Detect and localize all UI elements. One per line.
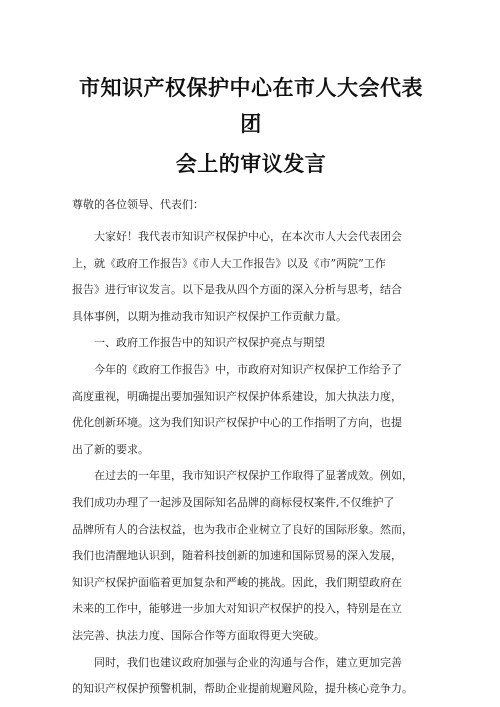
paragraph-introduction: [72, 224, 430, 330]
salutation: 尊敬的各位领导、代表们：: [72, 198, 204, 211]
paragraph-line: 大家好！我代表市知识产权保护中心，在本次市人大会代表团会: [94, 230, 402, 243]
paragraph-line: 具体事例，以期为推动我市知识产权保护工作贡献力量。: [72, 309, 347, 323]
paragraph-line: 优化创新环境。这为我们知识产权保护中心的工作指明了方向，也提: [72, 416, 402, 430]
paragraph-line: 高度重视，明确提出要加强知识产权保护体系建设，加大执法力度，: [72, 389, 402, 403]
paragraph-line: 我们成功办理了一起涉及国际知名品牌的商标侵权案件,不仅维护了: [72, 495, 395, 509]
paragraph-line: 在过去的一年里，我市知识产权保护工作取得了显著成效。例如，: [94, 469, 413, 483]
section-heading-text: 一、政府工作报告中的知识产权保护亮点与期望: [94, 336, 325, 350]
document-title-line-2: 会上的审议发言: [175, 152, 327, 176]
paragraph-line: 知识产权保护面临着更加复杂和严峻的挑战。因此，我们期望政府在: [72, 575, 402, 589]
paragraph-line: 品牌所有人的合法权益，也为我市企业树立了良好的国际形象。然而，: [72, 522, 413, 536]
paragraph-line: 出了新的要求。: [72, 442, 149, 456]
paragraph-past-year: [72, 463, 430, 649]
paragraph-line: 报告》进行审议发言。以下是我从四个方面的深入分析与思考，结合: [72, 283, 402, 297]
paragraph-line: 今年的《政府工作报告》中，市政府对知识产权保护工作给予了: [94, 362, 402, 376]
document-title-line-1: 市知识产权保护中心在市人大会代表团: [79, 76, 423, 136]
paragraph-line: 的知识产权保护预警机制，帮助企业提前规避风险，提升核心竞争力。: [72, 682, 413, 696]
paragraph-line: 未来的工作中，能够进一步加大对知识产权保护的投入，特别是在立: [72, 602, 402, 616]
paragraph-suggestions: [72, 650, 430, 703]
section-heading-1: [72, 330, 430, 357]
paragraph-line: 上，就《政府工作报告》《市人大工作报告》以及《市”两院”工作: [72, 256, 386, 270]
paragraph-line: 法完善、执法力度、国际合作等方面取得更大突破。: [72, 628, 325, 642]
paragraph-line: 我们也清醒地认识到，随着科技创新的加速和国际贸易的深入发展，: [72, 549, 402, 563]
paragraph-report-highlights: [72, 357, 430, 463]
paragraph-line: 同时，我们也建议政府加强与企业的沟通与合作，建立更加完善: [94, 655, 402, 669]
